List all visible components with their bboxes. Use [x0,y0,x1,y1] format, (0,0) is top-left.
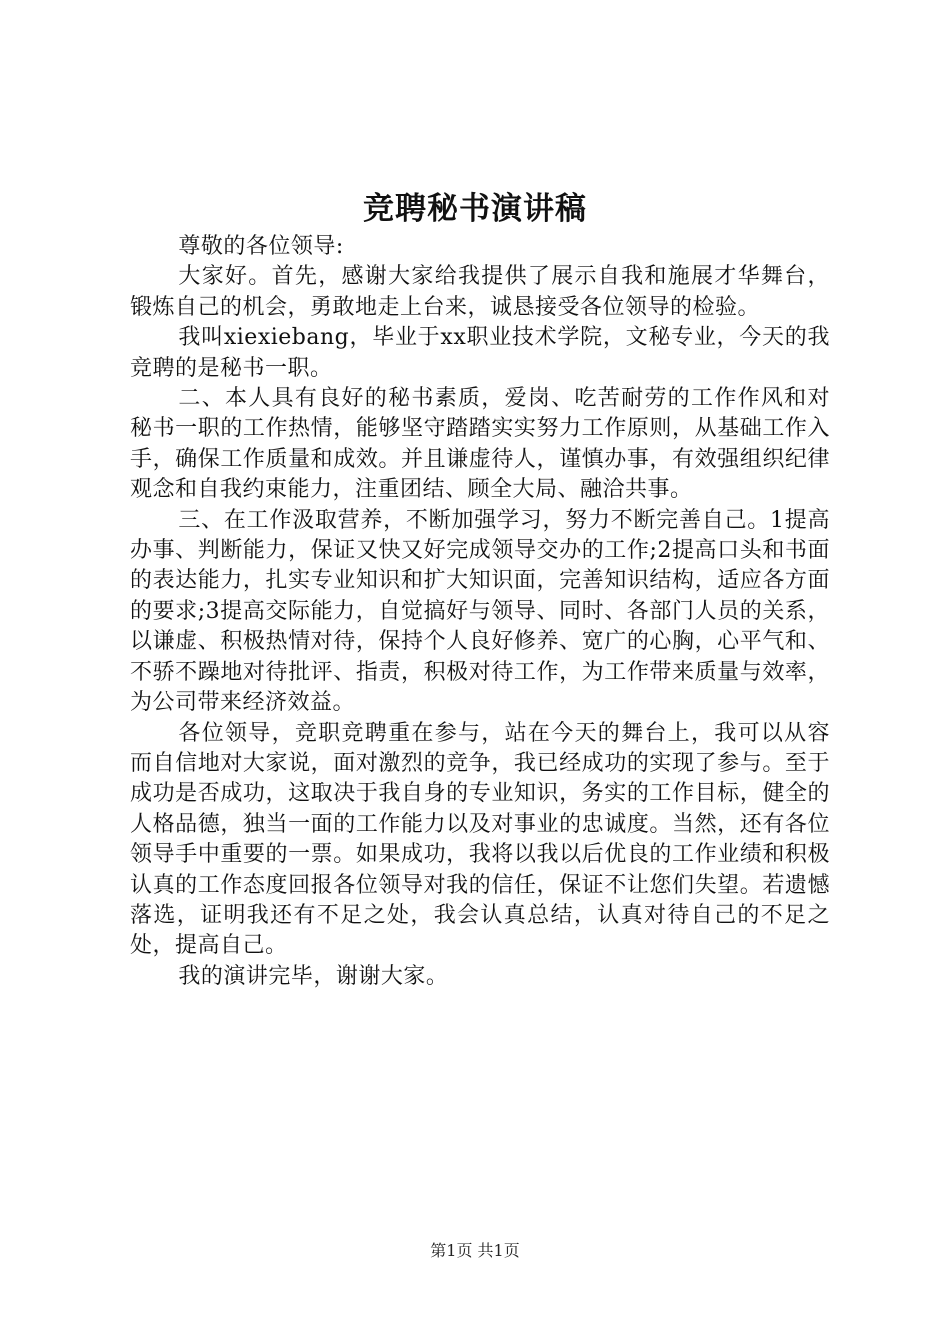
document-title: 竞聘秘书演讲稿 [363,191,587,227]
salutation-paragraph: 尊敬的各位领导: [178,234,344,259]
closing-paragraph: 我的演讲完毕，谢谢大家。 [178,963,449,989]
body-paragraph: 大家好。首先，感谢大家给我提供了展示自我和施展才华舞台，锻炼自己的机会，勇敢地走上台来，诚恳接受各位领导的检验。 [130,264,830,320]
body-paragraph: 三、在工作汲取营养，不断加强学习，努力不断完善自己。1提高办事、判断能力，保证又快又好完成领导交办的工作;2提高口头和书面的表达能力，扎实专业知识和扩大知识面，完善知识结构，适应各方面的要求;3提高交际能力，自觉搞好与领导、同时、各部门人员的关系，以谦虚、积极热情对待，保持个人良好修养、宽广的心胸，心平气和、不骄不躁地对待批评、指责，积极对待工作，为工作带来质量与效率，为公司带来经济效益。 [130,507,830,716]
body-paragraph: 各位领导，竞职竞聘重在参与，站在今天的舞台上，我可以从容而自信地对大家说，面对激烈的竞争，我已经成功的实现了参与。至于成功是否成功，这取决于我自身的专业知识，务实的工作目标，健全的人格品德，独当一面的工作能力以及对事业的忠诚度。当然，还有各位领导手中重要的一票。如果成功，我将以我以后优良的工作业绩和积极认真的工作态度回报各位领导对我的信任，保证不让您们失望。若遗憾落选，证明我还有不足之处，我会认真总结，认真对待自己的不足之处，提高自己。 [130,720,830,959]
body-paragraph: 我叫xiexiebang，毕业于xx职业技术学院，文秘专业，今天的我竞聘的是秘书一职。 [130,325,830,381]
page-number-footer: 第1页 共1页 [430,1241,520,1260]
document-body [130,232,830,992]
body-paragraph: 二、本人具有良好的秘书素质，爱岗、吃苦耐劳的工作作风和对秘书一职的工作热情，能够坚守踏踏实实努力工作原则，从基础工作入手，确保工作质量和成效。并且谦虚待人，谨慎办事，有效强组织纪律观念和自我约束能力，注重团结、顾全大局、融洽共事。 [130,386,830,503]
